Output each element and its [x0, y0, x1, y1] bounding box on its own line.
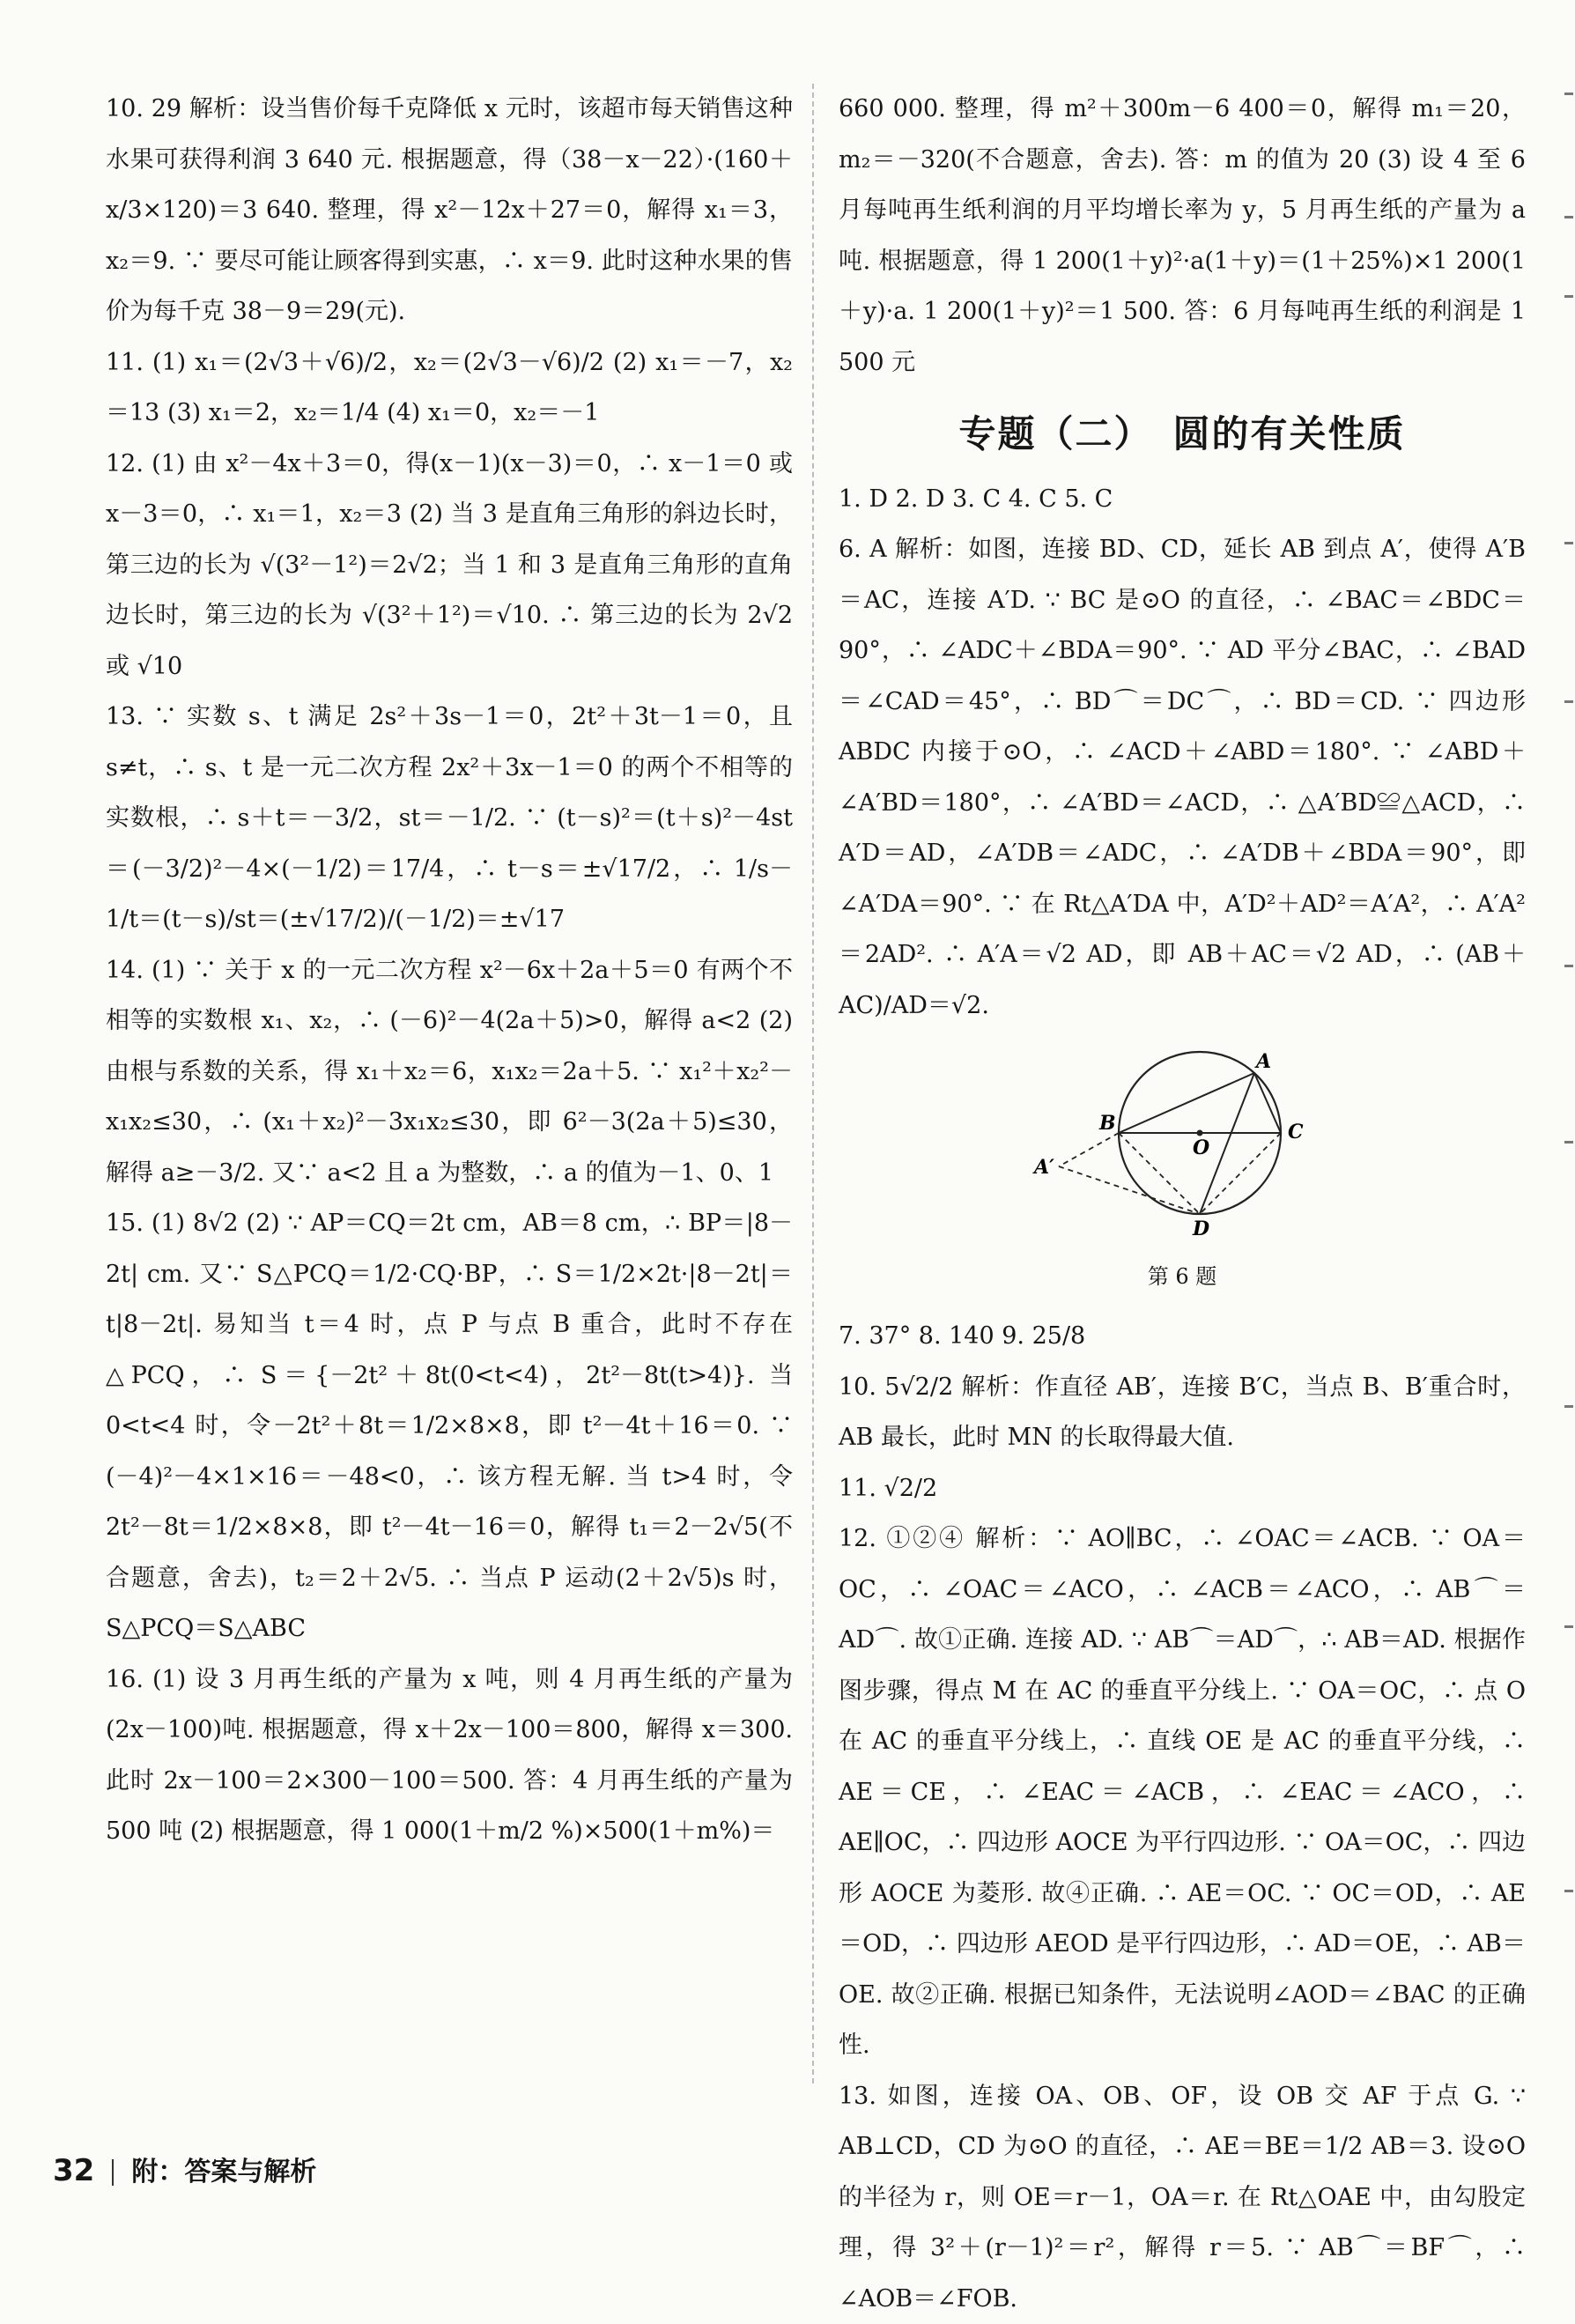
section-title: 专题（二） 圆的有关性质: [839, 409, 1526, 460]
page-edge-marks: [1561, 84, 1575, 2083]
label-a-prime: A′: [1032, 1156, 1054, 1179]
figure-question-6: [839, 1045, 1526, 1302]
answer-16: 16. (1) 设 3 月再生纸的产量为 x 吨，则 4 月再生纸的产量为(2x－100)吨. 根据题意，得 x＋2x－100＝800，解得 x＝300. 此时 2x－100＝2×300－100＝500. 答：4 月再生纸的产量为 500 吨 (2) 根据题意，得 1 000(1＋m/2 %)×500(1＋m%)＝: [106, 1654, 793, 1857]
page-footer: [53, 2150, 316, 2188]
answer-11-circle: 11. √2/2: [839, 1463, 1526, 1514]
footer-text: 附：答案与解析: [131, 2157, 316, 2187]
label-c: C: [1288, 1121, 1304, 1143]
answer-13-circle: 13. 如图，连接 OA、OB、OF，设 OB 交 AF 于点 G. ∵ AB⊥CD，CD 为⊙O 的直径，∴ AE＝BE＝1/2 AB＝3. 设⊙O 的半径为 r，则 OE＝r－1，OA＝r. 在 Rt△OAE 中，由勾股定理，得 3²＋(r－1)²＝r²，解得 r＝5. ∵ AB⌒＝BF⌒，∴ ∠AOB＝∠FOB.: [839, 2071, 1526, 2324]
circle-answer-6: 6. A 解析：如图，连接 BD、CD，延长 AB 到点 A′，使得 A′B＝AC，连接 A′D. ∵ BC 是⊙O 的直径，∴ ∠BAC＝∠BDC＝90°，∴ ∠ADC＋∠BDA＝90°. ∵ AD 平分∠BAC，∴ ∠BAD＝∠CAD＝45°，∴ BD⌒＝DC⌒，∴ BD＝CD. ∵ 四边形 ABDC 内接于⊙O，∴ ∠ACD＋∠ABD＝180°. ∵ ∠ABD＋∠A′BD＝180°，∴ ∠A′BD＝∠ACD，∴ △A′BD≌△ACD，∴ A′D＝AD，∠A′DB＝∠ADC，∴ ∠A′DB＋∠BDA＝90°，即∠A′DA＝90°. ∵ 在 Rt△A′DA 中，A′D²＋AD²＝A′A²，∴ A′A²＝2AD². ∴ A′A＝√2 AD，即 AB＋AC＝√2 AD，∴ (AB＋AC)/AD＝√2.: [839, 524, 1526, 1031]
answers-7-9: 7. 37° 8. 140 9. 25/8: [839, 1311, 1526, 1362]
answer-16-continued: 660 000. 整理，得 m²＋300m－6 400＝0，解得 m₁＝20，m₂＝－320(不合题意，舍去). 答：m 的值为 20 (3) 设 4 至 6 月每吨再生纸利润的月平均增长率为 y，5 月再生纸的产量为 a 吨. 根据题意，得 1 200(1＋y)²·a(1＋y)＝(1＋25%)×1 200(1＋y)·a. 1 200(1＋y)²＝1 500. 答：6 月每吨再生纸的利润是 1 500 元: [839, 84, 1526, 388]
label-o: O: [1193, 1136, 1209, 1159]
figure-caption: 第 6 题: [839, 1252, 1526, 1303]
answer-13: 13. ∵ 实数 s、t 满足 2s²＋3s－1＝0，2t²＋3t－1＝0，且 s≠t，∴ s、t 是一元二次方程 2x²＋3x－1＝0 的两个不相等的实数根，∴ s＋t＝－3/2，st＝－1/2. ∵ (t－s)²＝(t＋s)²－4st＝(－3/2)²－4×(－1/2)＝17/4，∴ t－s＝±√17/2，∴ 1/s－1/t＝(t－s)/st＝(±√17/2)/(－1/2)＝±√17: [106, 692, 793, 945]
answer-10-circle: 10. 5√2/2 解析：作直径 AB′，连接 B′C，当点 B、B′重合时，AB 最长，此时 MN 的长取得最大值.: [839, 1362, 1526, 1463]
left-column: [106, 84, 793, 1857]
label-a: A: [1254, 1050, 1271, 1073]
right-column: [839, 84, 1526, 2324]
answer-10: 10. 29 解析：设当售价每千克降低 x 元时，该超市每天销售这种水果可获得利润 3 640 元. 根据题意，得（38－x－22）·(160＋x/3×120)＝3 640. 整理，得 x²－12x＋27＝0，解得 x₁＝3，x₂＝9. ∵ 要尽可能让顾客得到实惠，∴ x＝9. 此时这种水果的售价为每千克 38－9＝29(元).: [106, 84, 793, 337]
answer-11: 11. (1) x₁＝(2√3＋√6)/2，x₂＝(2√3－√6)/2 (2) x₁＝－7，x₂＝13 (3) x₁＝2，x₂＝1/4 (4) x₁＝0，x₂＝－1: [106, 337, 793, 439]
answer-15: 15. (1) 8√2 (2) ∵ AP＝CQ＝2t cm，AB＝8 cm，∴ BP＝|8－2t| cm. 又∵ S△PCQ＝1/2·CQ·BP，∴ S＝1/2×2t·|8－2t|＝t|8－2t|. 易知当 t＝4 时，点 P 与点 B 重合，此时不存在△PCQ，∴ S＝{－2t²＋8t(0<t<4)，2t²－8t(t>4)}. 当 0<t<4 时，令－2t²＋8t＝1/2×8×8，即 t²－4t＋16＝0. ∵ (－4)²－4×1×16＝－48<0，∴ 该方程无解. 当 t>4 时，令 2t²－8t＝1/2×8×8，即 t²－4t－16＝0，解得 t₁＝2－2√5(不合题意，舍去)，t₂＝2＋2√5. ∴ 当点 P 运动(2＋2√5)s 时，S△PCQ＝S△ABC: [106, 1198, 793, 1654]
choice-answers-1-5: 1. D 2. D 3. C 4. C 5. C: [839, 474, 1526, 525]
answer-14: 14. (1) ∵ 关于 x 的一元二次方程 x²－6x＋2a＋5＝0 有两个不相等的实数根 x₁、x₂，∴ (－6)²－4(2a＋5)>0，解得 a<2 (2) 由根与系数的关系，得 x₁＋x₂＝6，x₁x₂＝2a＋5. ∵ x₁²＋x₂²－x₁x₂≤30，∴ (x₁＋x₂)²－3x₁x₂≤30，即 6²－3(2a＋5)≤30，解得 a≥－3/2. 又∵ a<2 且 a 为整数，∴ a 的值为－1、0、1: [106, 945, 793, 1199]
footer-separator: [112, 2159, 114, 2186]
label-d: D: [1192, 1218, 1209, 1239]
answer-12: 12. (1) 由 x²－4x＋3＝0，得(x－1)(x－3)＝0，∴ x－1＝0 或 x－3＝0，∴ x₁＝1，x₂＝3 (2) 当 3 是直角三角形的斜边长时，第三边的长为 √(3²－1²)＝2√2；当 1 和 3 是直角三角形的直角边长时，第三边的长为 √(3²＋1²)＝√10. ∴ 第三边的长为 2√2 或 √10: [106, 439, 793, 692]
column-divider: [812, 84, 814, 2083]
label-b: B: [1098, 1112, 1116, 1135]
answer-12-circle: 12. ①②④ 解析：∵ AO∥BC，∴ ∠OAC＝∠ACB. ∵ OA＝OC，∴ ∠OAC＝∠ACO，∴ ∠ACB＝∠ACO，∴ AB⌒＝AD⌒. 故①正确. 连接 AD. ∵ AB⌒＝AD⌒，∴ AB＝AD. 根据作图步骤，得点 M 在 AC 的垂直平分线上. ∵ OA＝OC，∴ 点 O 在 AC 的垂直平分线上，∴ 直线 OE 是 AC 的垂直平分线，∴ AE＝CE，∴ ∠EAC＝∠ACB，∴ ∠EAC＝∠ACO，∴ AE∥OC，∴ 四边形 AOCE 为平行四边形. ∵ OA＝OC，∴ 四边形 AOCE 为菱形. 故④正确. ∴ AE＝OC. ∵ OC＝OD，∴ AE＝OD，∴ 四边形 AEOD 是平行四边形，∴ AD＝OE，∴ AB＝OE. 故②正确. 根据已知条件，无法说明∠AOD＝∠BAC 的正确性.: [839, 1514, 1526, 2071]
circle-diagram: [1032, 1045, 1332, 1239]
page-number: 32: [53, 2153, 94, 2188]
